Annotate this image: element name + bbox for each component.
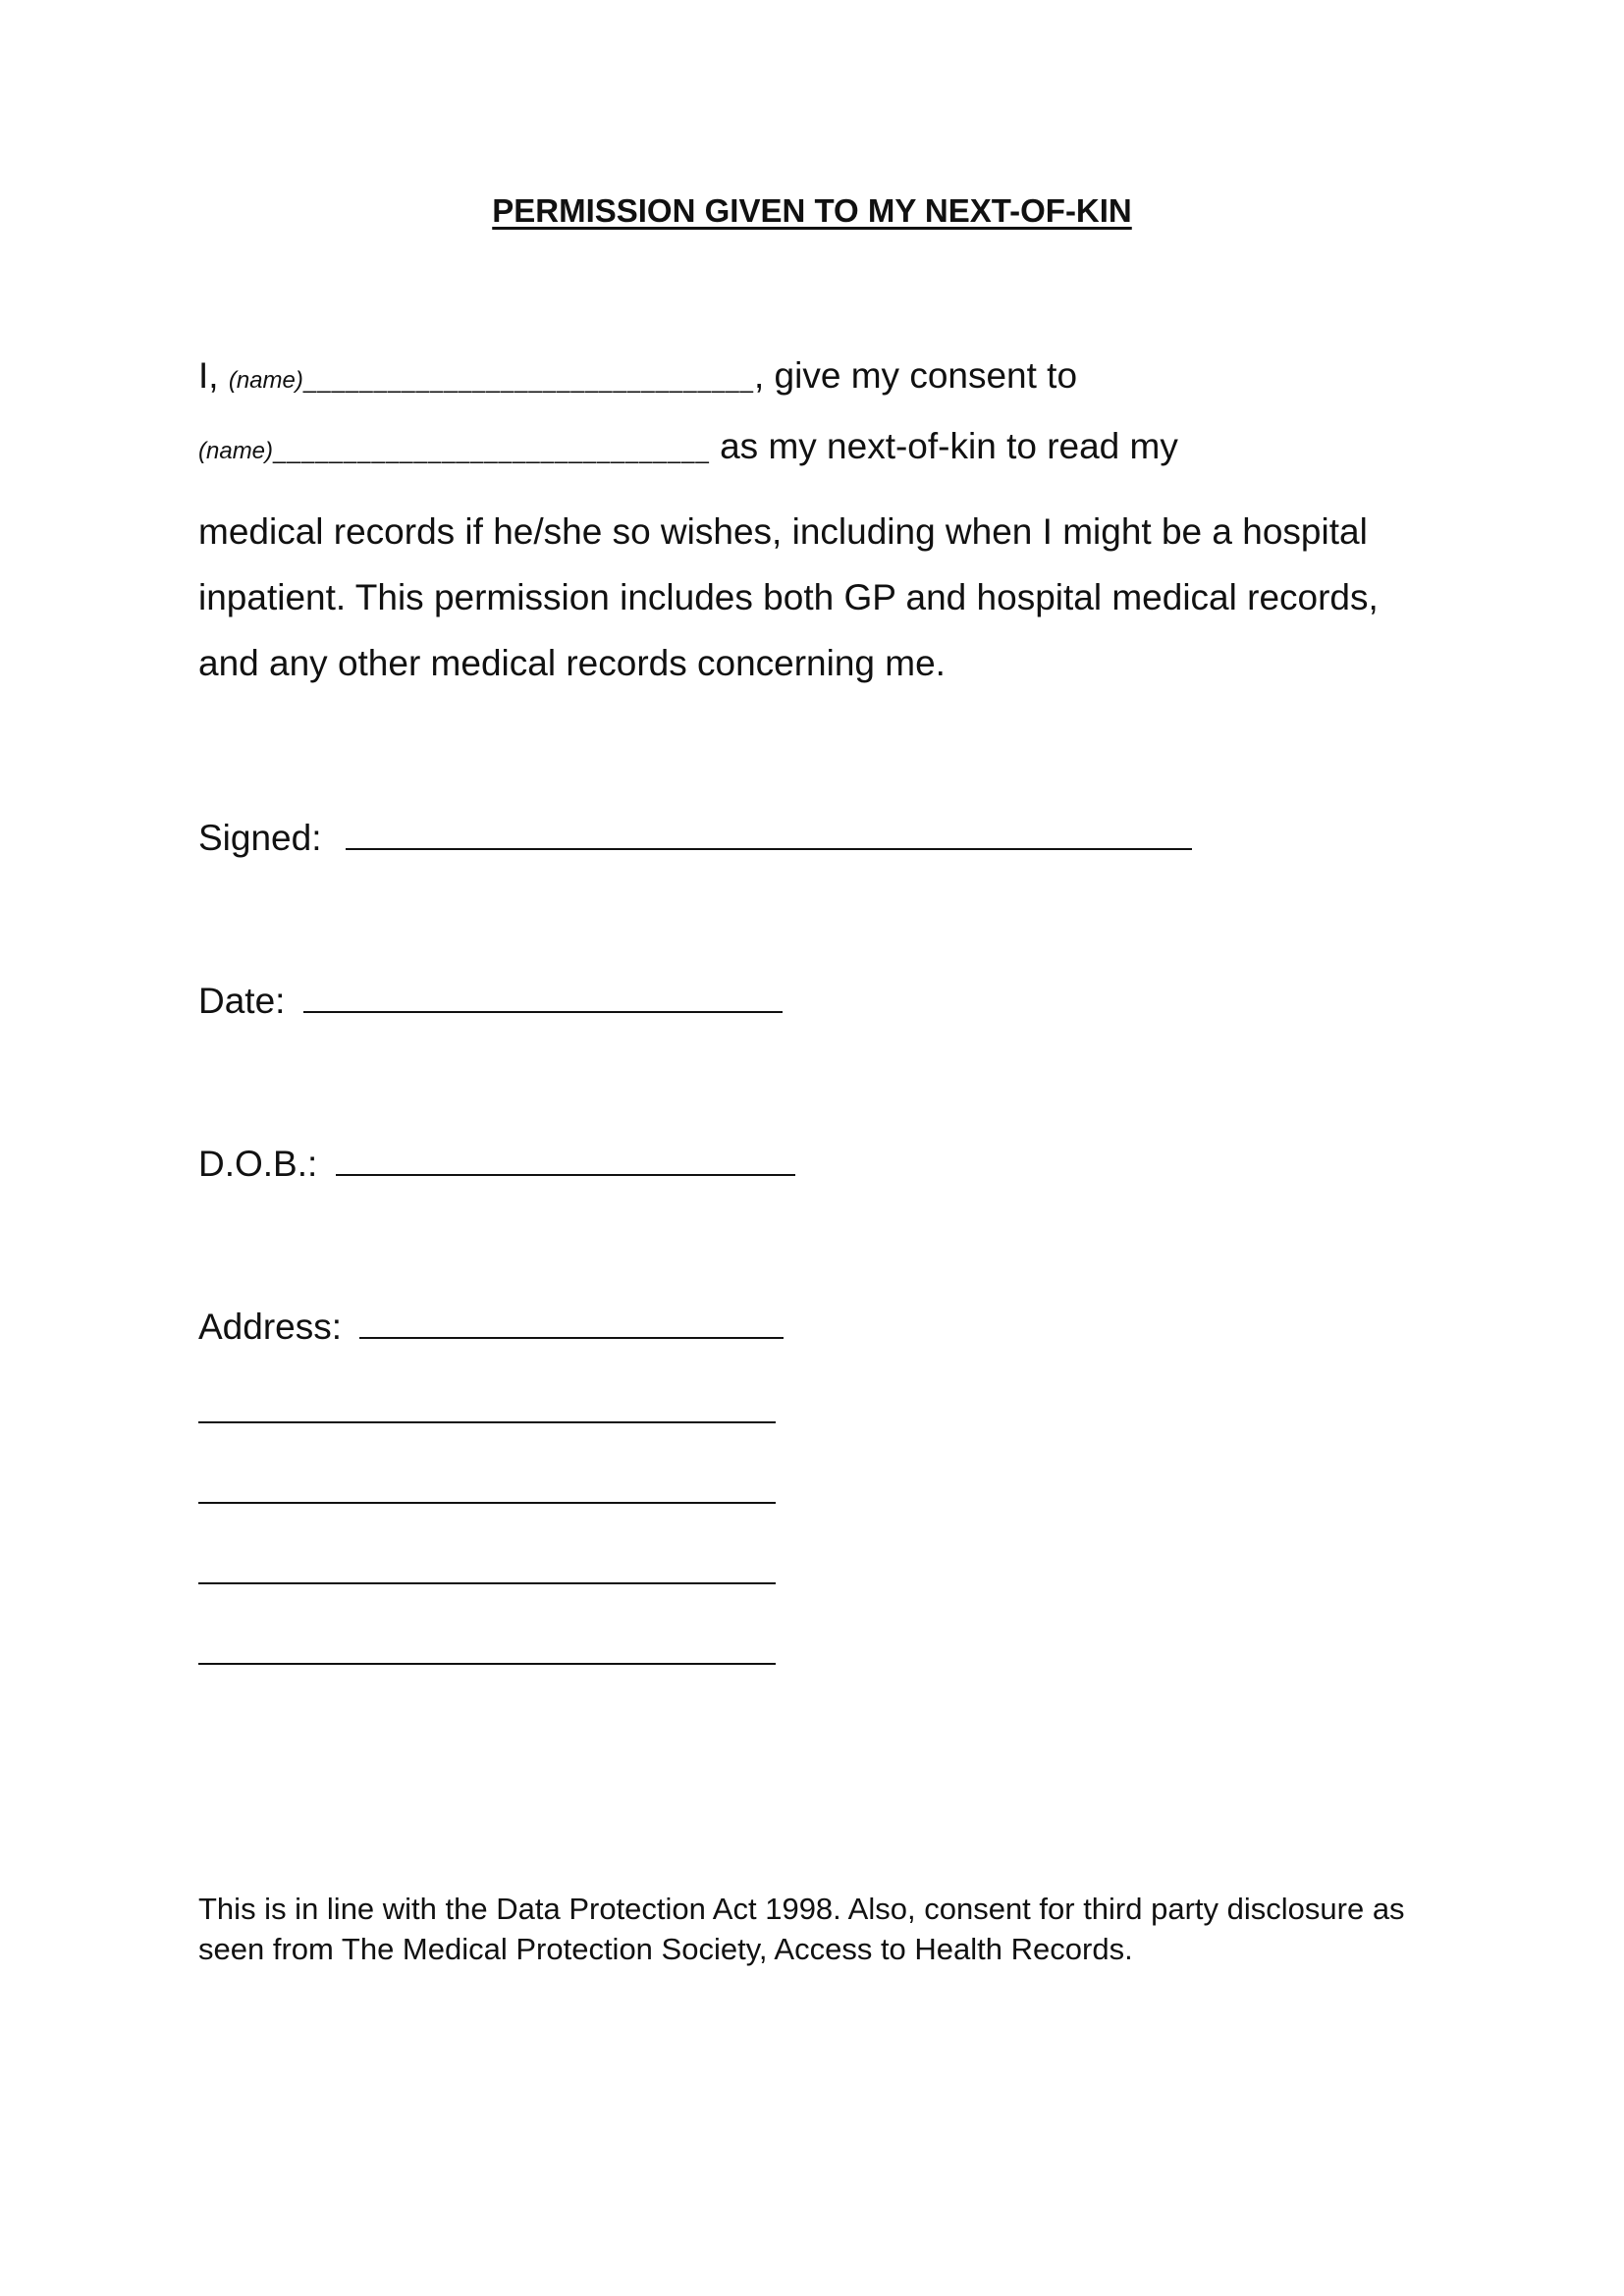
name-blank-1[interactable]: ________________________________ <box>302 367 754 394</box>
name-label-2: (name) <box>198 438 274 464</box>
consent-prefix: I, <box>198 355 229 396</box>
date-row <box>198 978 783 1022</box>
document-title: PERMISSION GIVEN TO MY NEXT-OF-KIN <box>492 192 1132 229</box>
consent-line-1 <box>198 355 1077 397</box>
address-field-5[interactable] <box>198 1629 776 1665</box>
address-field-2[interactable] <box>198 1388 776 1423</box>
address-field-3[interactable] <box>198 1468 776 1504</box>
footer-line: seen from The Medical Protection Society, Access to Health Records. <box>198 1932 1133 1966</box>
paragraph-line: and any other medical records concerning me. <box>198 643 946 683</box>
address-field-4[interactable] <box>198 1549 776 1584</box>
address-field-1[interactable] <box>359 1304 784 1339</box>
date-field[interactable] <box>303 978 783 1013</box>
dob-label: D.O.B.: <box>198 1144 318 1184</box>
address-row-5 <box>198 1629 776 1674</box>
dob-field[interactable] <box>336 1141 795 1176</box>
consent-line-2 <box>198 426 1178 467</box>
date-label: Date: <box>198 981 286 1021</box>
signed-label: Signed: <box>198 818 322 858</box>
footer-line: This is in line with the Data Protection Act 1998. Also, consent for third party disclosure as <box>198 1892 1405 1926</box>
footer-note <box>198 1889 1475 1969</box>
signed-row <box>198 815 1192 859</box>
address-label: Address: <box>198 1307 343 1347</box>
dob-row <box>198 1141 795 1185</box>
consent-suffix-1: , give my consent to <box>754 355 1078 396</box>
signature-field[interactable] <box>346 815 1192 850</box>
paragraph-line: medical records if he/she so wishes, including when I might be a hospital <box>198 511 1368 552</box>
name-blank-2[interactable]: _______________________________ <box>273 438 710 464</box>
address-row-3 <box>198 1468 776 1513</box>
address-row <box>198 1304 784 1348</box>
address-row-4 <box>198 1549 776 1593</box>
paragraph-line: inpatient. This permission includes both GP and hospital medical records, <box>198 577 1379 617</box>
consent-suffix-2: as my next-of-kin to read my <box>709 426 1178 466</box>
name-label-1: (name) <box>228 367 303 394</box>
address-row-2 <box>198 1388 776 1432</box>
consent-paragraph <box>198 499 1475 696</box>
